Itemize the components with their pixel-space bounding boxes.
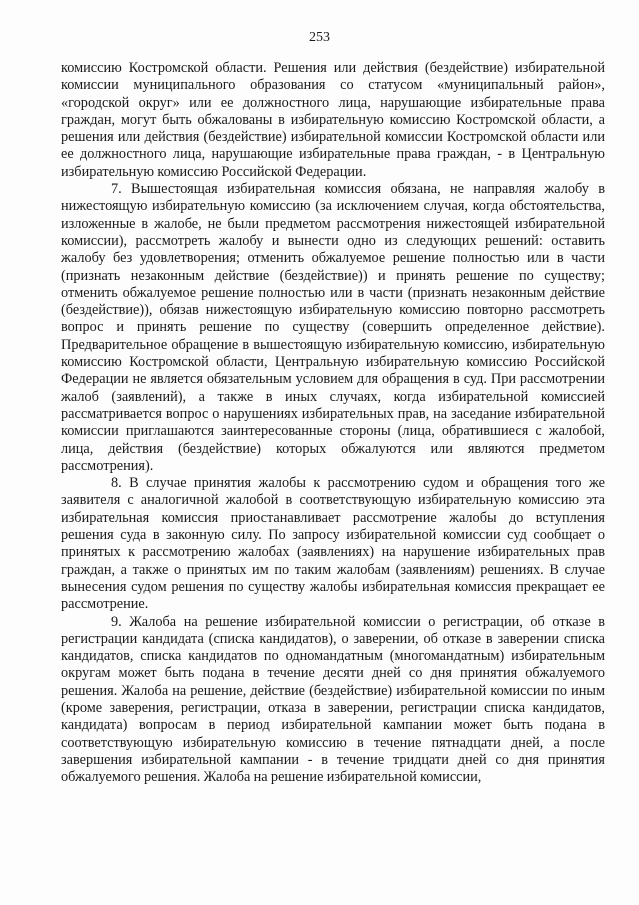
- paragraph-item-8: 8. В случае принятия жалобы к рассмотрению судом и обращения того же заявителя с аналогичной жалобой в соответствующую избирательную комиссию эта избирательная комиссия приостанавливает рассмотрение жалобы до вступления решения суда в законную силу. По запросу избирательной комиссии суд сообщает о принятых к рассмотрению жалобах (заявлениях) на нарушение избирательных прав граждан, а также о принятых им по таким жалобам (заявлениям) решениях. В случае вынесения судом решения по существу жалобы избирательная комиссия прекращает ее рассмотрение.: [61, 475, 605, 613]
- paragraph-item-9: 9. Жалоба на решение избирательной комиссии о регистрации, об отказе в регистрации кандидата (списка кандидатов), о заверении, об отказе в заверении списка кандидатов, списка кандидатов по одномандатным (многомандатным) избирательным округам может быть подана в течение десяти дней со дня принятия обжалуемого решения. Жалоба на решение, действие (бездействие) избирательной комиссии по иным (кроме заверения, регистрации, отказа в заверении, регистрации списка кандидатов, кандидата) вопросам в период избирательной кампании может быть подана в соответствующую избирательную комиссию в течение пятнадцати дней, а после завершения избирательной кампании - в течение тридцати дней со дня принятия обжалуемого решения. Жалоба на решение избирательной комиссии,: [61, 613, 605, 786]
- page-number: 253: [309, 30, 330, 45]
- paragraph-item-7: 7. Вышестоящая избирательная комиссия обязана, не направляя жалобу в нижестоящую избирательную комиссию (за исключением случая, когда обстоятельства, изложенные в жалобе, не были предметом рассмотрения нижестоящей избирательной комиссии), рассмотреть жалобу и вынести одно из следующих решений: оставить жалобу без удовлетворения; отменить обжалуемое решение полностью или в части (признать незаконным действие (бездействие)) и принять решение по существу; отменить обжалуемое решение полностью или в части (признать незаконным действие (бездействие)), обязав нижестоящую избирательную комиссию повторно рассмотреть вопрос и принять решение по существу (совершить определенное действие). Предварительное обращение в вышестоящую избирательную комиссию, избирательную комиссию Костромской области, Центральную избирательную комиссию Российской Федерации не является обязательным условием для обращения в суд. При рассмотрении жалоб (заявлений), а также в иных случаях, когда избирательной комиссией рассматривается вопрос о нарушениях избирательных прав, на заседание избирательной комиссии приглашаются заинтересованные стороны (лица, обратившиеся с жалобой, лица, действия (бездействие) которых обжалуются или являются предметом рассмотрения).: [61, 181, 605, 474]
- document-body: [61, 60, 605, 786]
- paragraph-continuation: комиссию Костромской области. Решения или действия (бездействие) избирательной комиссии муниципального образования со статусом «муниципальный район», «городской округ» или ее должностного лица, нарушающие избирательные права граждан, могут быть обжалованы в избирательную комиссию Костромской области, а решения или действия (бездействие) избирательной комиссии Костромской области или ее должностного лица, нарушающие избирательные права граждан, - в Центральную избирательную комиссию Российской Федерации.: [61, 60, 605, 180]
